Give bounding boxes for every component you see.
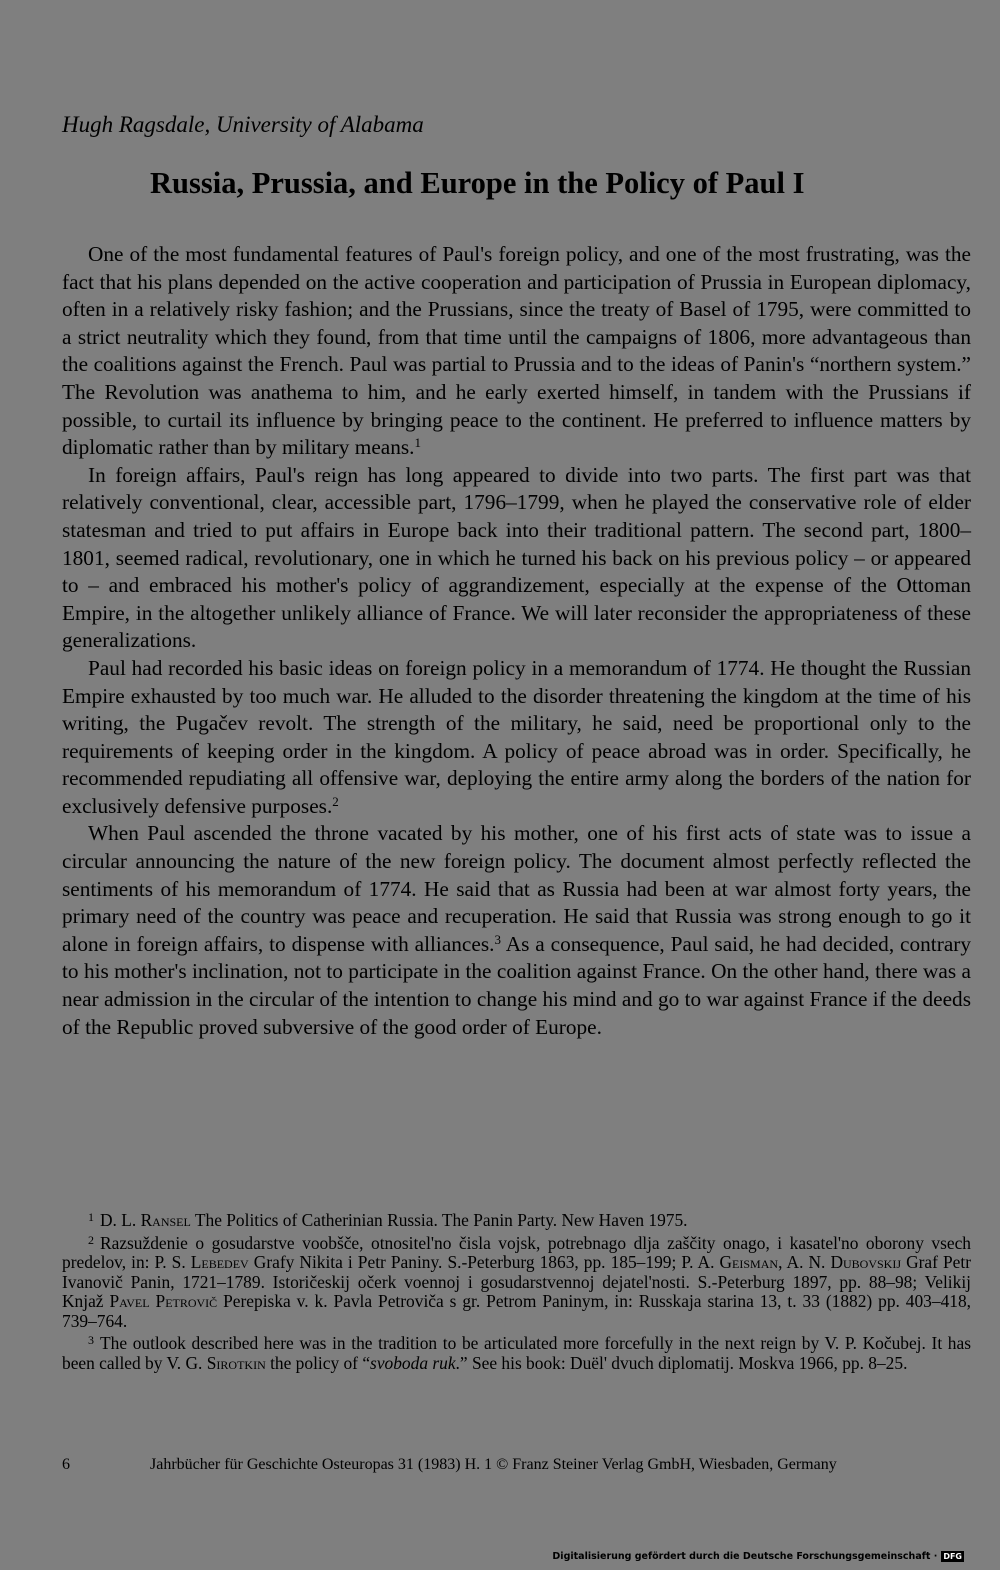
footnote: $^2$ Razsuždenie o gosudarstve voobšče, otnositel'no čisla vojsk, potrebnago dlja zaščity onago, i kasatel'no oborony vsech predelov, in: P. S. Lebedev Grafy Nikita i Petr Paniny. S.-Peterburg 1863, pp. 185–199; P. A. Geisman, A. N. Dubovskij Graf Petr Ivanovič Panin, 1721–1789. Istoričeskij očerk voennoj i gosudarstvennoj dejatel'nosti. S.-Peterburg 1897, pp. 88–98; Velikij Knjaž Pavel Petrovič Perepiska v. k. Pavla Petroviča s gr. Petrom Paninym, in: Russkaja starina 13, t. 33 (1882) pp. 403–418, 739–764. [62,1232,972,1331]
page-number: 6 [62,1456,70,1473]
digitization-notice [552,1551,964,1562]
footnote-ref[interactable]: 2 [332,793,339,809]
footnote-number: 2 [88,1232,94,1247]
body-paragraph: One of the most fundamental features of Paul's foreign policy, and one of the most frustrating, was the fact that his plans depended on the active cooperation and participation of Prussia in European diplomacy, often in a relatively risky fashion; and the Prussians, since the treaty of Basel of 1795, were committed to a strict neutrality which they found, from that time until the campaigns of 1806, more advantageous than the coalitions against the French. Paul was partial to Prussia and to the ideas of Panin's “northern system.” The Revolution was anathema to him, and he early exerted himself, in tandem with the Prussians if possible, to curtail its influence by bringing peace to the continent. He preferred to influence matters by diplomatic rather than by military means.$^1$ [62,242,971,460]
author-affiliation: Hugh Ragsdale, University of Alabama [62,112,424,137]
journal-citation: Jahrbücher für Geschichte Osteuropas 31 (1983) H. 1 © Franz Steiner Verlag GmbH, Wiesbaden, Germany [150,1456,837,1473]
footnote-ref[interactable]: 1 [414,435,421,451]
digitization-text: Digitalisierung gefördert durch die Deutsche Forschungsgemeinschaft · [552,1551,938,1562]
footnote-ref[interactable]: 3 [494,931,501,947]
footnote: $^3$ The outlook described here was in the tradition to be articulated more forcefully in the next reign by V. P. Kočubej. It has been called by V. G. Sirotkin the policy of “svoboda ruk.” See his book: Duël' dvuch diplomatij. Moskva 1966, pp. 8–25. [62,1333,971,1373]
body-paragraph: Paul had recorded his basic ideas on foreign policy in a memorandum of 1774. He thought the Russian Empire exhausted by too much war. He alluded to the disorder threatening the kingdom at the time of his writing, the Pugačev revolt. The strength of the military, he said, need be proportional only to the requirements of keeping order in the kingdom. A policy of peace abroad was in order. Specifically, he recommended repudiating all offensive war, deploying the entire army along the borders of the nation for exclusively defensive purposes.$^2$ [62,655,971,818]
article-body [62,241,971,1041]
footnote: $^1$ D. L. Ransel The Politics of Catherinian Russia. The Panin Party. New Haven 1975. [88,1210,688,1230]
body-paragraph: In foreign affairs, Paul's reign has long appeared to divide into two parts. The first part was that relatively conventional, clear, accessible part, 1796–1799, when he played the conservative role of elder statesman and tried to put affairs in Europe back into their traditional pattern. The second part, 1800–1801, seemed radical, revolutionary, one in which he turned his back on his previous policy – or appeared to – and embraced his mother's policy of aggrandizement, especially at the expense of the Ottoman Empire, in the altogether unlikely alliance of France. We will later reconsider the appropriateness of these generalizations. [62,462,971,653]
footnote-number: 3 [88,1333,94,1347]
footnote-number: 1 [88,1210,94,1224]
body-paragraph: When Paul ascended the throne vacated by his mother, one of his first acts of state was to issue a circular announcing the nature of the new foreign policy. The document almost perfectly reflected the sentiments of his memorandum of 1774. He said that as Russia had been at war almost forty years, the primary need of the country was peace and recuperation. He said that Russia was strong enough to go it alone in foreign affairs, to dispense with alliances.$^3$ As a consequence, Paul said, he had decided, contrary to his mother's inclination, not to participate in the coalition against France. On the other hand, there was a near admission in the circular of the intention to change his mind and go to war against France if the deeds of the Republic proved subversive of the good order of Europe. [62,821,972,1039]
footnotes [62,1208,971,1373]
dfg-logo-icon: DFG [943,1552,962,1561]
article-title: Russia, Prussia, and Europe in the Policy of Paul I [150,166,805,200]
